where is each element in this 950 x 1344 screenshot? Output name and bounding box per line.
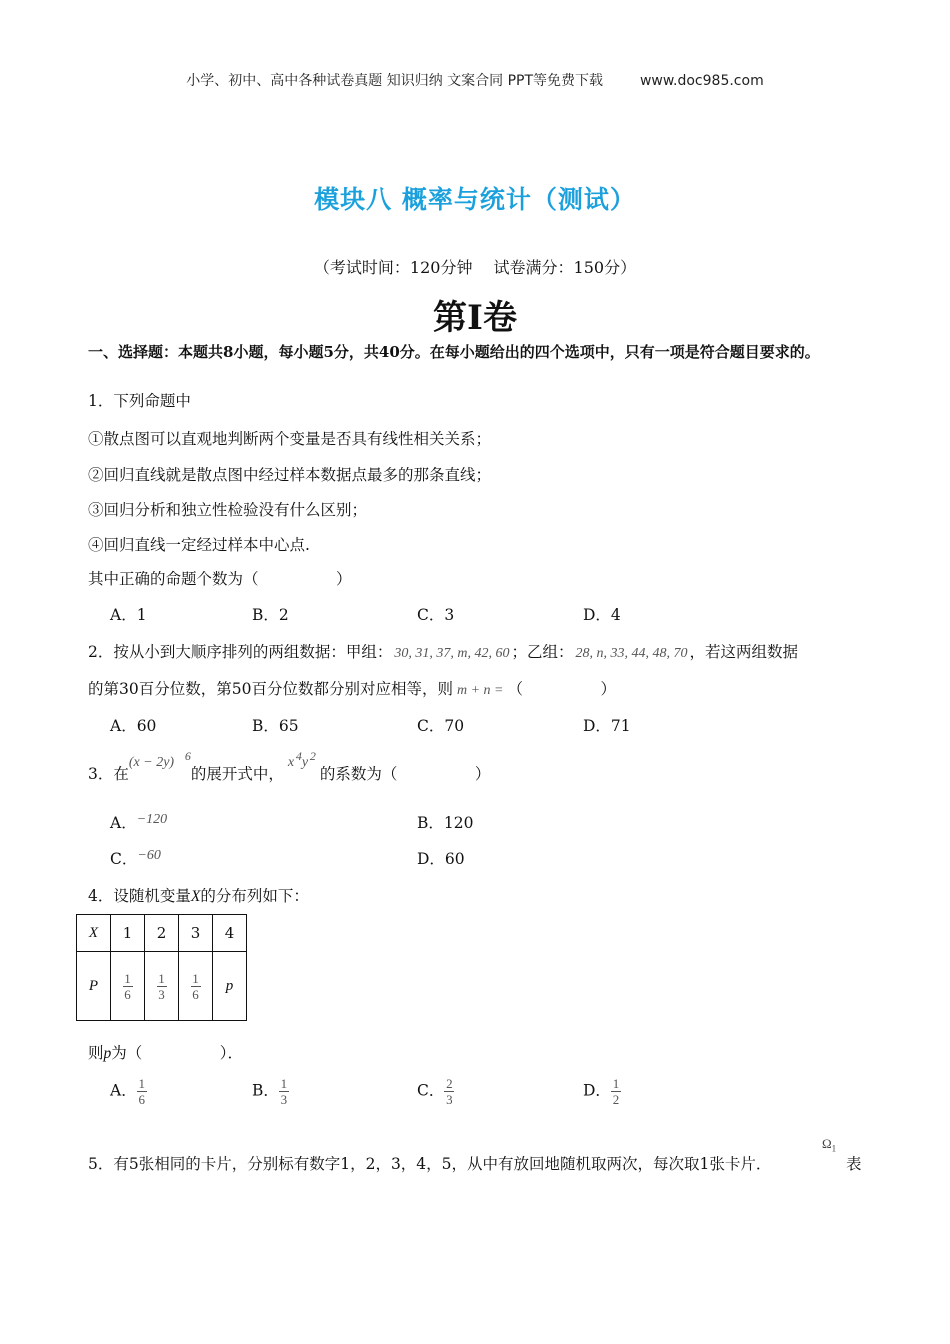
q3-option-c-value: −60 [137, 848, 161, 863]
q1-ask: 其中正确的命题个数为（ ） [88, 570, 352, 588]
table-cell: X [77, 915, 111, 952]
q2-option-d: D．71 [583, 717, 631, 735]
q4-text: 则 [88, 1044, 104, 1062]
q4-ask [88, 1041, 243, 1063]
fraction-numerator: 1 [124, 970, 131, 986]
table-cell [179, 952, 213, 1021]
q5-tail: 表 [846, 1155, 862, 1173]
fraction-numerator: 1 [280, 1076, 288, 1091]
option-label: B． [252, 1081, 279, 1100]
table-cell: 3 [179, 915, 213, 952]
fraction-denominator: 3 [158, 986, 165, 1002]
q3-text: 的系数为（ ） [319, 765, 491, 783]
fraction [444, 1076, 454, 1107]
q3-exp2b: 2 [309, 749, 316, 763]
fraction [279, 1076, 289, 1107]
q3-expr2: x [287, 755, 295, 770]
q1-option-b: B．2 [252, 606, 289, 624]
q1-option-c: C．3 [417, 606, 455, 624]
q2-expr: m + n = [456, 683, 504, 698]
fraction [157, 971, 167, 1002]
page-title: 模块八 概率与统计（测试） [314, 185, 636, 214]
q4-option-b [252, 1076, 289, 1107]
fraction-numerator: 1 [192, 970, 199, 986]
table-cell: p [213, 952, 247, 1021]
q5-omega-symbol [822, 1136, 836, 1154]
q2-line1 [88, 640, 798, 662]
q3-option-c [110, 847, 161, 869]
q1-item: ④回归直线一定经过样本中心点. [88, 536, 310, 554]
q1-item: ①散点图可以直观地判断两个变量是否具有线性相关关系； [88, 430, 492, 448]
q3-option-a-value: −120 [136, 812, 168, 827]
q3-option-a [110, 811, 167, 833]
q2-line2 [88, 677, 616, 699]
fraction-denominator: 6 [192, 986, 199, 1002]
q4-option-a [110, 1076, 147, 1107]
q4-option-d [583, 1076, 621, 1107]
omega-symbol: Ω [822, 1136, 832, 1151]
q5-text: 5．有5张相同的卡片，分别标有数字1，2，3，4，5，从中有放回地随机取两次，每次取1张卡片． [88, 1155, 772, 1173]
table-cell: 1 [111, 915, 145, 952]
table-cell [145, 952, 179, 1021]
q2-text: （ ） [507, 680, 616, 698]
volume-heading: 第Ⅰ卷 [433, 298, 517, 338]
q2-text: ，若这两组数据 [689, 643, 799, 661]
fraction [123, 971, 133, 1002]
fraction [611, 1076, 621, 1107]
q2-option-b: B．65 [252, 717, 299, 735]
fraction-numerator: 1 [138, 1076, 145, 1091]
q2-jia-data: 30, 31, 37, m, 42, 60 [394, 646, 510, 661]
q4-var: p [103, 1045, 112, 1062]
q4-text: 的分布列如下： [200, 887, 309, 905]
fraction-denominator: 3 [446, 1092, 453, 1107]
q4-text: 为（ ）． [111, 1044, 244, 1062]
fraction-denominator: 6 [138, 1092, 145, 1107]
fraction-numerator: 2 [446, 1076, 453, 1091]
omega-subscript: 1 [831, 1143, 837, 1154]
q3-text: 的展开式中， [190, 765, 284, 783]
table-row [77, 952, 247, 1021]
q1-option-d: D．4 [583, 606, 621, 624]
q2-option-c: C．70 [417, 717, 465, 735]
q2-text: 的第30百分位数，第50百分位数都分别对应相等，则 [88, 680, 453, 698]
fraction [137, 1076, 147, 1107]
q3-stem [88, 749, 491, 784]
table-row [77, 915, 247, 952]
q3-exp2a: 4 [295, 749, 302, 763]
q1-stem: 1．下列命题中 [88, 392, 191, 410]
q3-expr1: (x − 2y) [128, 755, 175, 770]
q3-option-d: D．60 [417, 850, 465, 868]
q3-option-b: B．120 [417, 814, 474, 832]
fraction-numerator: 1 [158, 970, 165, 986]
table-cell: 4 [213, 915, 247, 952]
q1-item: ②回归直线就是散点图中经过样本数据点最多的那条直线； [88, 466, 492, 484]
table-cell [111, 952, 145, 1021]
q2-text: ；乙组： [511, 643, 574, 661]
option-label: D． [583, 1081, 611, 1100]
fraction-numerator: 1 [612, 1076, 620, 1091]
q4-stem [88, 884, 309, 906]
q4-option-c [417, 1076, 454, 1107]
fraction-denominator: 3 [280, 1092, 288, 1107]
q2-option-a: A．60 [110, 717, 157, 735]
option-label: A． [110, 1081, 137, 1100]
q3-option-label: C． [110, 850, 138, 868]
exam-info: （考试时间：120分钟 试卷满分：150分） [313, 258, 637, 277]
fraction-denominator: 2 [612, 1092, 620, 1107]
section-heading: 一、选择题：本题共8小题，每小题5分，共40分。在每小题给出的四个选项中，只有一项是符合题目要求的。 [88, 343, 820, 361]
header-text: 小学、初中、高中各种试卷真题 知识归纳 文案合同 PPT等免费下载 [186, 73, 604, 89]
distribution-table [76, 914, 247, 1021]
q4-var: X [190, 888, 201, 905]
q1-item: ③回归分析和独立性检验没有什么区别； [88, 501, 368, 519]
q1-option-a: A．1 [110, 606, 147, 624]
q3-expr2b: y [301, 755, 309, 770]
q4-text: 4．设随机变量 [88, 887, 191, 905]
q3-exp1: 6 [184, 749, 191, 763]
header-url[interactable]: www.doc985.com [639, 73, 764, 89]
page-header [0, 70, 950, 90]
fraction [191, 971, 201, 1002]
table-cell: P [77, 952, 111, 1021]
fraction-denominator: 6 [124, 986, 131, 1002]
table-cell: 2 [145, 915, 179, 952]
q2-yi-data: 28, n, 33, 44, 48, 70 [575, 646, 688, 661]
q2-text: 2．按从小到大顺序排列的两组数据：甲组： [88, 643, 393, 661]
q3-text: 3．在 [88, 765, 129, 783]
q3-option-label: A． [110, 814, 137, 832]
option-label: C． [417, 1081, 445, 1100]
